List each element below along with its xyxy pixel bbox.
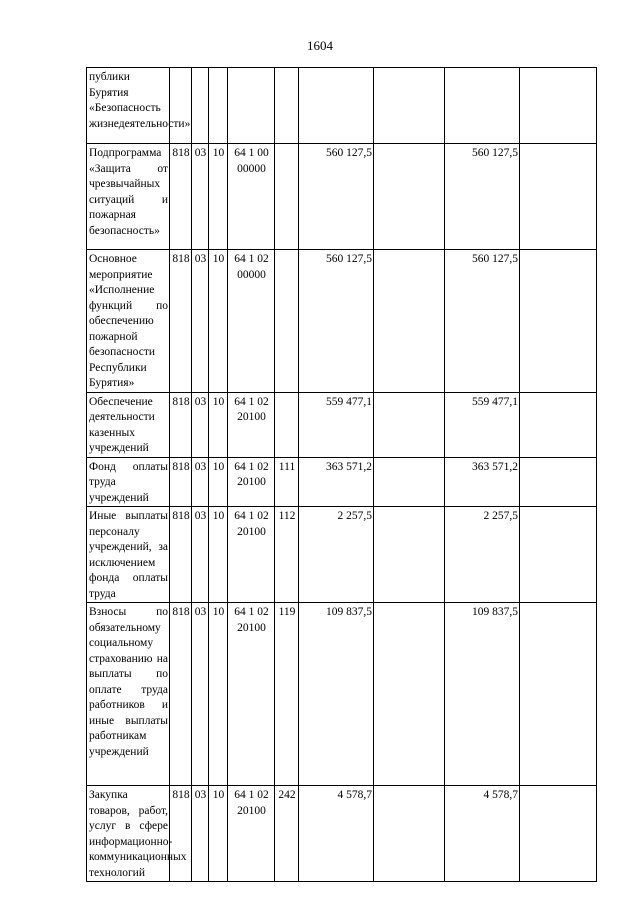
amount-cell: 560 127,5: [299, 250, 374, 393]
amount-cell: [520, 250, 597, 393]
expense-type-cell: 119: [275, 603, 299, 786]
amount-cell: [374, 144, 445, 250]
section-code-cell: 03: [192, 392, 209, 457]
amount-cell: [374, 392, 445, 457]
amount-cell: 560 127,5: [445, 144, 520, 250]
amount-cell: 2 257,5: [299, 507, 374, 603]
amount-cell: [520, 68, 597, 144]
amount-cell: [520, 786, 597, 882]
table-row: [87, 507, 597, 603]
ministry-code-cell: 818: [170, 392, 192, 457]
section-code-cell: 03: [192, 144, 209, 250]
expense-type-cell: [275, 392, 299, 457]
expense-type-cell: [275, 144, 299, 250]
amount-cell: 2 257,5: [445, 507, 520, 603]
subsection-code-cell: 10: [209, 144, 228, 250]
amount-cell: [520, 603, 597, 786]
row-name-cell: Обеспечение деятельности казенных учреждений: [87, 392, 170, 457]
amount-cell: 109 837,5: [299, 603, 374, 786]
subsection-code-cell: 10: [209, 786, 228, 882]
amount-cell: [374, 786, 445, 882]
target-code-cell: 64 1 02 20100: [228, 392, 275, 457]
amount-cell: [520, 507, 597, 603]
section-code-cell: [192, 68, 209, 144]
row-name-cell: Основное мероприятие «Исполнение функций по обеспечению пожарной безопасности Республики Бурятия»: [87, 250, 170, 393]
section-code-cell: 03: [192, 457, 209, 507]
amount-cell: [520, 457, 597, 507]
target-code-cell: 64 1 02 20100: [228, 786, 275, 882]
ministry-code-cell: 818: [170, 603, 192, 786]
target-code-cell: 64 1 00 00000: [228, 144, 275, 250]
amount-cell: 363 571,2: [445, 457, 520, 507]
table-row: [87, 392, 597, 457]
ministry-code-cell: 818: [170, 250, 192, 393]
expense-type-cell: 111: [275, 457, 299, 507]
amount-cell: [374, 68, 445, 144]
row-name-cell: Подпрограмма «Защита от чрезвычайных ситуаций и пожарная безопасность»: [87, 144, 170, 250]
target-code-cell: 64 1 02 20100: [228, 507, 275, 603]
target-code-cell: 64 1 02 20100: [228, 603, 275, 786]
amount-cell: 560 127,5: [445, 250, 520, 393]
table-row: [87, 144, 597, 250]
amount-cell: 559 477,1: [445, 392, 520, 457]
amount-cell: 559 477,1: [299, 392, 374, 457]
amount-cell: 560 127,5: [299, 144, 374, 250]
expense-type-cell: [275, 250, 299, 393]
amount-cell: [374, 603, 445, 786]
section-code-cell: 03: [192, 786, 209, 882]
subsection-code-cell: 10: [209, 603, 228, 786]
table-row: [87, 250, 597, 393]
amount-cell: 109 837,5: [445, 603, 520, 786]
row-name-cell: Иные выплаты персоналу учреждений, за исключением фонда оплаты труда: [87, 507, 170, 603]
amount-cell: [374, 507, 445, 603]
amount-cell: 4 578,7: [445, 786, 520, 882]
amount-cell: 363 571,2: [299, 457, 374, 507]
ministry-code-cell: 818: [170, 457, 192, 507]
section-code-cell: 03: [192, 507, 209, 603]
table-row: [87, 68, 597, 144]
amount-cell: [374, 250, 445, 393]
target-code-cell: [228, 68, 275, 144]
section-code-cell: 03: [192, 603, 209, 786]
amount-cell: [374, 457, 445, 507]
expense-type-cell: [275, 68, 299, 144]
ministry-code-cell: 818: [170, 786, 192, 882]
table-row: [87, 603, 597, 786]
target-code-cell: 64 1 02 20100: [228, 457, 275, 507]
row-name-cell: публики Бурятия «Безопасность жизнедеятельности»: [87, 68, 170, 144]
subsection-code-cell: 10: [209, 250, 228, 393]
amount-cell: [299, 68, 374, 144]
table-row: [87, 457, 597, 507]
budget-table-body: [87, 68, 597, 882]
row-name-cell: Фонд оплаты труда учреждений: [87, 457, 170, 507]
budget-table: [86, 67, 597, 882]
amount-cell: [520, 392, 597, 457]
subsection-code-cell: 10: [209, 392, 228, 457]
table-row: [87, 786, 597, 882]
row-name-cell: Взносы по обязательному социальному страхованию на выплаты по оплате труда работников и иные выплаты работникам учреждений: [87, 603, 170, 786]
amount-cell: [445, 68, 520, 144]
row-name-cell: Закупка товаров, работ, услуг в сфере информационно-коммуникационных технологий: [87, 786, 170, 882]
amount-cell: 4 578,7: [299, 786, 374, 882]
subsection-code-cell: [209, 68, 228, 144]
expense-type-cell: 242: [275, 786, 299, 882]
subsection-code-cell: 10: [209, 457, 228, 507]
expense-type-cell: 112: [275, 507, 299, 603]
ministry-code-cell: 818: [170, 507, 192, 603]
ministry-code-cell: 818: [170, 144, 192, 250]
subsection-code-cell: 10: [209, 507, 228, 603]
page-number: 1604: [307, 38, 333, 53]
target-code-cell: 64 1 02 00000: [228, 250, 275, 393]
amount-cell: [520, 144, 597, 250]
section-code-cell: 03: [192, 250, 209, 393]
ministry-code-cell: [170, 68, 192, 144]
